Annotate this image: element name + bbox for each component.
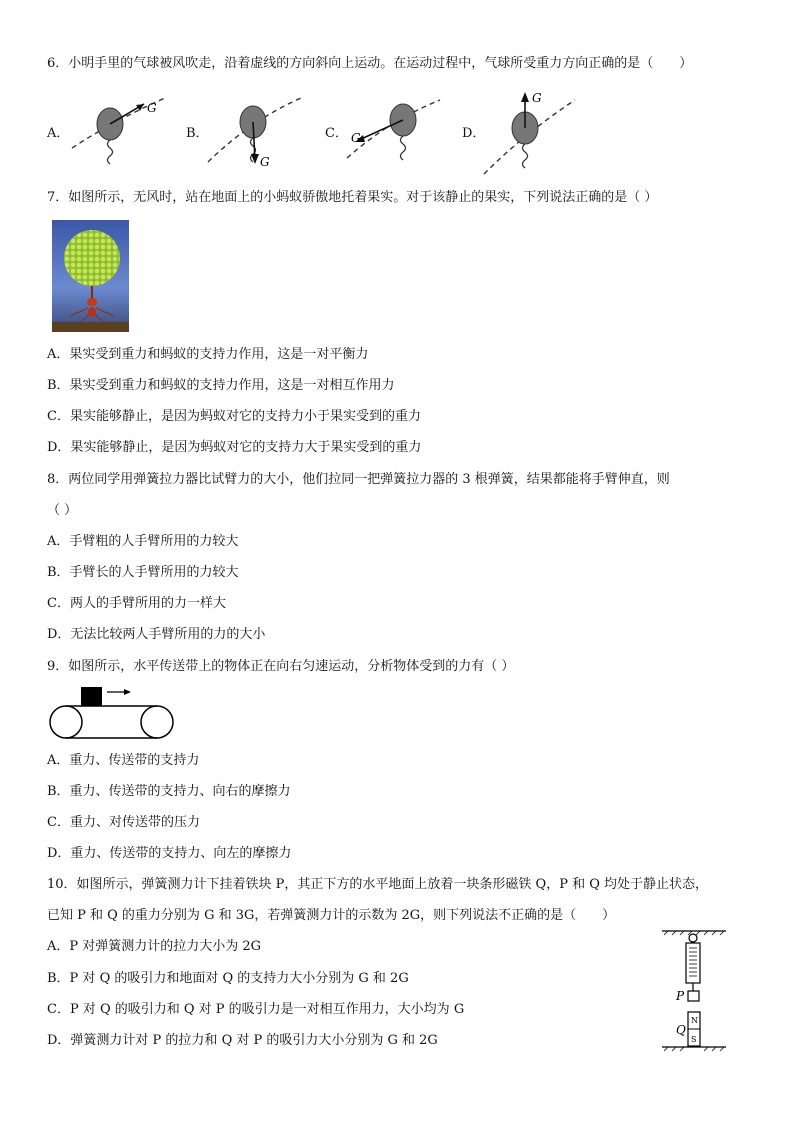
q6-figure-c (345, 90, 445, 170)
q8-option-a: A．手臂粗的人手臂所用的力较大 (47, 534, 239, 549)
q10-option-a: A．P 对弹簧测力计的拉力大小为 2G (47, 939, 262, 954)
q10-option-d: D．弹簧测力计对 P 的拉力和 Q 对 P 的吸引力大小分别为 G 和 2G (47, 1033, 438, 1048)
q7-option-a: A．果实受到重力和蚂蚁的支持力作用，这是一对平衡力 (47, 347, 369, 362)
gravity-label: G (147, 101, 157, 115)
q10-stem: 10．如图所示，弹簧测力计下挂着铁块 P，其正下方的水平地面上放着一块条形磁铁 Q，P 和 Q 均处于静止状态， (47, 877, 709, 892)
q7-stem: 7．如图所示，无风时，站在地面上的小蚂蚁骄傲地托着果实。对于该静止的果实，下列说法正确的是（ ） (47, 190, 658, 205)
q10-option-c: C．P 对 Q 的吸引力和 Q 对 P 的吸引力是一对相互作用力，大小均为 G (47, 1002, 465, 1017)
q6-figure-a (70, 90, 170, 170)
q6-figure-d (480, 88, 580, 180)
q6-option-a-label: A． (47, 126, 70, 141)
q10-option-b: B．P 对 Q 的吸引力和地面对 Q 的支持力大小分别为 G 和 2G (47, 971, 409, 986)
q8-option-b: B．手臂长的人手臂所用的力较大 (47, 565, 239, 580)
p-label: P (676, 989, 685, 1003)
q7-option-d: D．果实能够静止，是因为蚂蚁对它的支持力大于果实受到的重力 (47, 440, 422, 455)
n-pole-label: N (691, 1016, 698, 1025)
q6-figure-b (206, 90, 306, 170)
q9-option-d: D．重力、传送带的支持力、向左的摩擦力 (47, 846, 292, 861)
q9-option-b: B．重力、传送带的支持力、向右的摩擦力 (47, 784, 291, 799)
q-label: Q (676, 1023, 686, 1037)
gravity-label: G (532, 91, 542, 105)
spring-scale-magnet-figure (660, 928, 730, 1054)
q6-option-d-label: D． (462, 126, 486, 141)
conveyor-belt-figure (47, 684, 179, 742)
q6-option-c-label: C． (325, 126, 348, 141)
q9-option-a: A．重力、传送带的支持力 (47, 753, 200, 768)
ant-fruit-photo (52, 220, 129, 332)
q7-option-c: C．果实能够静止，是因为蚂蚁对它的支持力小于果实受到的重力 (47, 409, 421, 424)
s-pole-label: S (691, 1035, 697, 1044)
gravity-label: G (260, 155, 270, 169)
q10-stem-cont: 已知 P 和 Q 的重力分别为 G 和 3G，若弹簧测力计的示数为 2G，则下列说法不正确的是（ ） (47, 908, 616, 923)
q8-option-c: C．两人的手臂所用的力一样大 (47, 596, 226, 611)
q9-option-c: C．重力、对传送带的压力 (47, 815, 200, 830)
q6-option-b-label: B． (186, 126, 209, 141)
q8-option-d: D．无法比较两人手臂所用的力的大小 (47, 627, 266, 642)
gravity-label: G (351, 131, 361, 145)
q7-option-b: B．果实受到重力和蚂蚁的支持力作用，这是一对相互作用力 (47, 378, 395, 393)
q9-stem: 9．如图所示，水平传送带上的物体正在向右匀速运动，分析物体受到的力有（ ） (47, 659, 515, 674)
q8-stem-cont: （ ） (47, 503, 78, 518)
q6-stem: 6．小明手里的气球被风吹走，沿着虚线的方向斜向上运动。在运动过程中，气球所受重力方向正确的是（ ） (47, 56, 693, 71)
q8-stem: 8．两位同学用弹簧拉力器比试臂力的大小，他们拉同一把弹簧拉力器的 3 根弹簧，结果都能将手臂伸直，则 (47, 472, 670, 487)
